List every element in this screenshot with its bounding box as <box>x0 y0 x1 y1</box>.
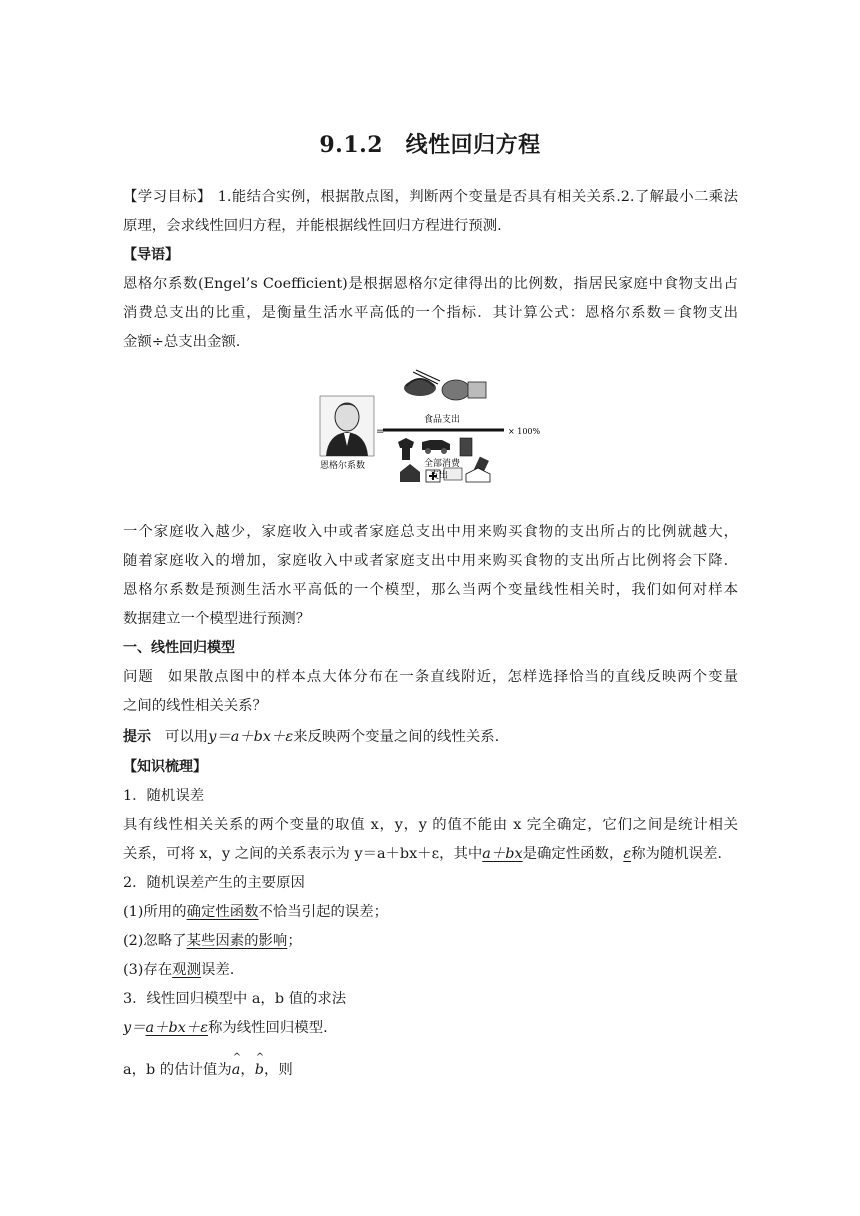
intro-p2-line-4: 数据建立一个模型进行预测？ <box>123 611 311 627</box>
question-line-2: 之间的线性相关关系？ <box>123 698 267 714</box>
cause-3 <box>123 960 738 980</box>
item-1-line-2-mid: 是确定性函数， <box>522 846 624 862</box>
cause-1-underline: 确定性函数 <box>186 904 259 920</box>
item-1-underline-1: a＋bx <box>482 846 523 862</box>
intro-p1-line-1: 恩格尔系数(Engel’s Coefficient)是根据恩格尔定律得出的比例数，指居民家庭中食物支出占 <box>123 276 738 292</box>
cause-1-pre: (1)所用的 <box>123 904 187 920</box>
item-2-title: 2．随机误差产生的主要原因 <box>123 875 305 891</box>
intro-p1-line-2: 消费总支出的比重，是衡量生活水平高低的一个指标．其计算公式：恩格尔系数＝食物支出 <box>123 305 738 321</box>
cause-2 <box>123 931 738 951</box>
item-1-line-2 <box>123 844 738 864</box>
numerator-label: 食品支出 <box>424 415 461 425</box>
estimate-sep: ， <box>240 1062 255 1078</box>
section-1-heading: 一、线性回归模型 <box>123 640 235 656</box>
hint-formula: y＝a＋bx＋ε <box>208 729 294 745</box>
objectives-line-1 <box>123 187 738 207</box>
model-post: 称为线性回归模型. <box>207 1020 328 1036</box>
question-label: 问题 <box>123 669 154 685</box>
question-line-1 <box>123 667 738 687</box>
model-pre: y＝ <box>123 1020 146 1036</box>
hint-pre: 可以用 <box>165 729 209 745</box>
estimate-b-hat: ^ b <box>255 1060 264 1080</box>
intro-p1-line-3: 金额÷总支出金额. <box>123 334 241 350</box>
person-label: 恩格尔系数 <box>320 461 366 471</box>
item-1-line-2-post: 称为随机误差. <box>631 846 722 862</box>
cause-2-pre: (2)忽略了 <box>123 933 187 949</box>
item-1-line-2-pre: 关系，可将 x，y 之间的关系表示为 y＝a＋bx＋ε，其中 <box>123 846 483 862</box>
intro-p2-line-3: 恩格尔系数是预测生活水平高低的一个模型，那么当两个变量线性相关时，我们如何对样本 <box>123 582 738 598</box>
intro-p2-line-1: 一个家庭收入越少，家庭收入中或者家庭总支出中用来购买食物的支出所占的比例就越大， <box>123 524 738 540</box>
cause-1-post: 不恰当引起的误差； <box>258 904 389 920</box>
estimate-post: ，则 <box>263 1062 293 1078</box>
hint-label: 提示 <box>123 729 151 745</box>
engel-coefficient-figure <box>318 362 548 490</box>
multiplier-label: × 100% <box>508 427 541 436</box>
cause-1 <box>123 902 738 922</box>
estimate-line <box>123 1060 738 1080</box>
food-icon <box>404 370 486 400</box>
intro-p2-line-2: 随着家庭收入的增加，家庭收入中或者家庭支出中用来购买食物的支出所占比例将会下降． <box>123 553 738 569</box>
model-line <box>123 1018 738 1038</box>
cause-3-underline: 观测 <box>172 962 201 978</box>
denominator-label-1: 全部消费 <box>424 459 461 469</box>
cause-2-post: ； <box>287 933 302 949</box>
page-title: 9.1.2 线性回归方程 <box>319 132 541 158</box>
estimate-pre: a，b 的估计值为 <box>123 1062 232 1078</box>
item-1-underline-2: ε <box>623 846 632 862</box>
item-1-line-1: 具有线性相关关系的两个变量的取值 x，y，y 的值不能由 x 完全确定，它们之间是统计相关 <box>123 817 738 833</box>
cause-2-underline: 某些因素的影响 <box>186 933 288 949</box>
person-portrait-icon <box>320 396 374 456</box>
hint-post: 来反映两个变量之间的线性关系. <box>293 729 500 745</box>
equals-sign: = <box>376 426 385 437</box>
objectives-line-2: 原理，会求线性回归方程，并能根据线性回归方程进行预测. <box>123 218 502 234</box>
knowledge-heading: 【知识梳理】 <box>123 759 207 775</box>
denominator-label-2: 支出 <box>430 471 449 481</box>
objectives-text-1: 1.能结合实例，根据散点图，判断两个变量是否具有相关关系.2.了解最小二乘法 <box>217 189 738 205</box>
hint-line <box>123 727 738 747</box>
estimate-a-hat: ^ a <box>232 1060 241 1080</box>
item-3-title: 3．线性回归模型中 a，b 值的求法 <box>123 991 347 1007</box>
question-text-1: 如果散点图中的样本点大体分布在一条直线附近，怎样选择恰当的直线反映两个变量 <box>167 669 738 685</box>
item-1-title: 1．随机误差 <box>123 788 205 804</box>
cause-3-pre: (3)存在 <box>123 962 173 978</box>
model-underline: a＋bx＋ε <box>145 1020 208 1036</box>
intro-heading: 【导语】 <box>123 247 179 263</box>
objectives-label: 【学习目标】 <box>123 189 212 205</box>
cause-3-post: 误差. <box>200 962 235 978</box>
